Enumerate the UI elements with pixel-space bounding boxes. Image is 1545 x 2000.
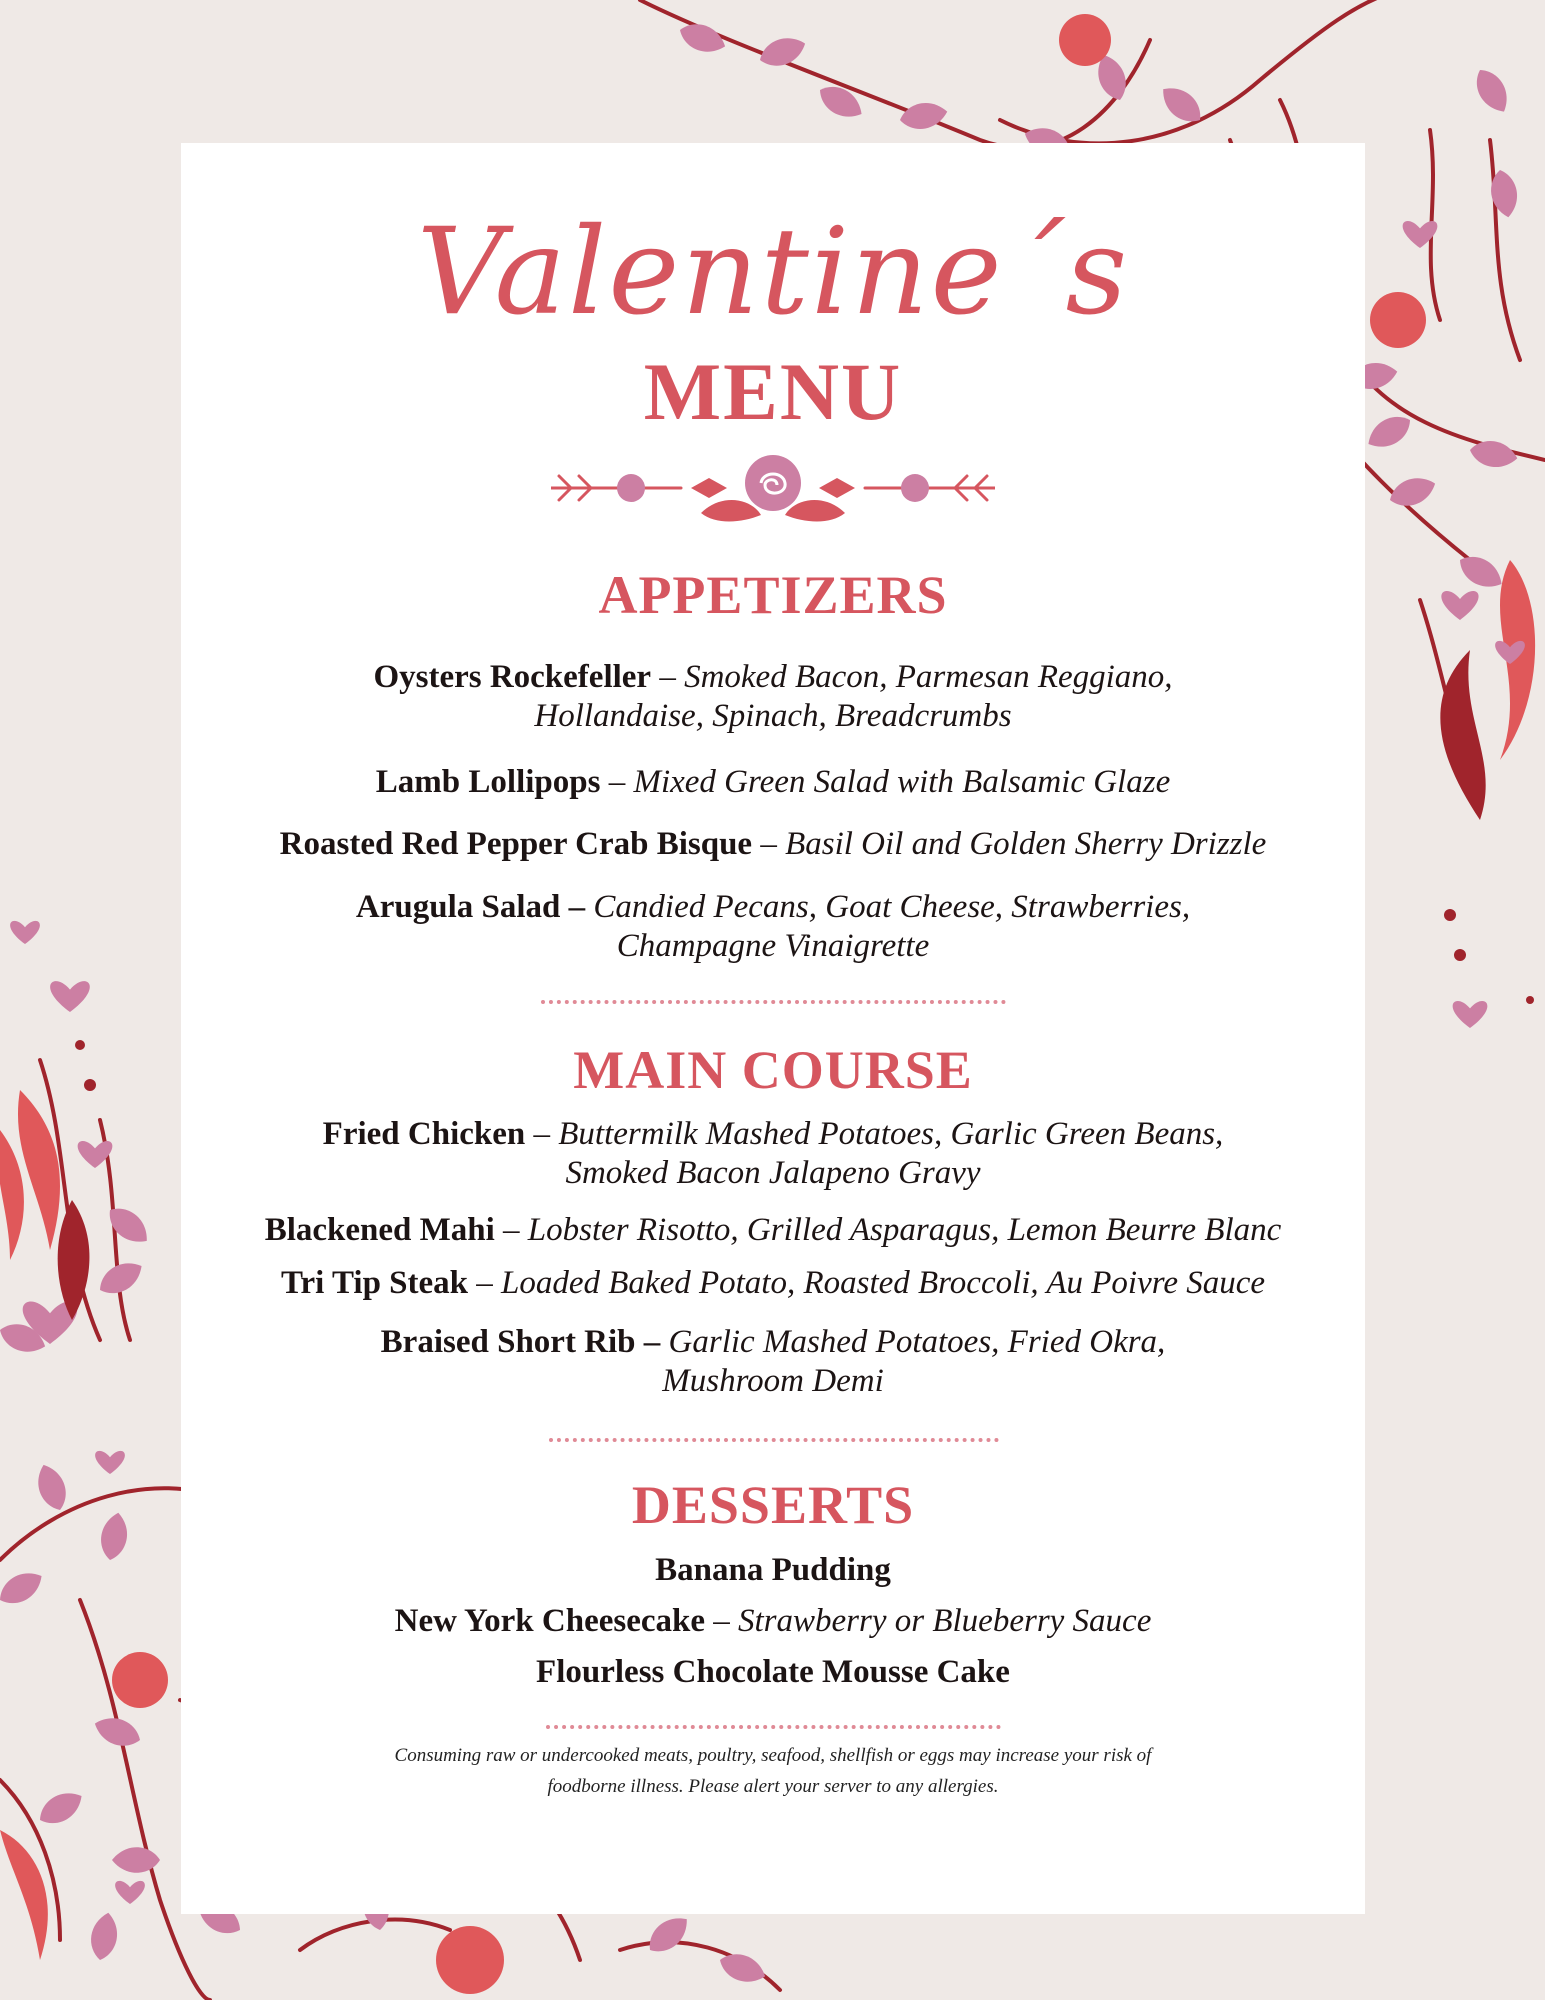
item-description-line2: Mushroom Demi — [662, 1363, 884, 1399]
item-separator — [660, 1324, 668, 1360]
dotted-divider — [541, 1000, 1006, 1004]
item-name: Flourless Chocolate Mousse Cake — [536, 1654, 1010, 1690]
menu-card — [181, 143, 1365, 1914]
menu-title: MENU — [643, 346, 903, 437]
item-separator: – — [525, 1116, 559, 1152]
item-name: Tri Tip Steak — [280, 1265, 469, 1301]
menu-item — [181, 1211, 1365, 1250]
item-description: Lobster Risotto, Grilled Asparagus, Lemon Beurre Blanc — [527, 1212, 1282, 1248]
appetizers-heading: APPETIZERS — [598, 565, 948, 625]
item-separator: – — [468, 1265, 502, 1301]
item-description: Garlic Mashed Potatoes, Fried Okra, — [668, 1324, 1166, 1360]
item-description: Strawberry or Blueberry Sauce — [738, 1603, 1152, 1639]
item-description: Basil Oil and Golden Sherry Drizzle — [785, 826, 1267, 862]
item-description: Candied Pecans, Goat Cheese, Strawberries, — [593, 889, 1191, 925]
item-separator: – — [752, 826, 786, 862]
menu-item — [181, 658, 1365, 736]
item-name: Roasted Red Pepper Crab Bisque — [279, 826, 753, 862]
item-name: Oysters Rockefeller — [373, 659, 652, 695]
item-name: Banana Pudding — [655, 1552, 891, 1588]
item-description-line2: Smoked Bacon Jalapeno Gravy — [565, 1155, 981, 1191]
item-name: Blackened Mahi — [264, 1212, 495, 1248]
item-description: Smoked Bacon, Parmesan Reggiano, — [684, 659, 1173, 695]
valentines-script-title: Valentine´s — [416, 203, 1130, 342]
allergy-disclaimer — [331, 1740, 1215, 1802]
item-name: New York Cheesecake — [394, 1603, 706, 1639]
item-description: Buttermilk Mashed Potatoes, Garlic Green Beans, — [558, 1116, 1224, 1152]
item-separator: – — [494, 1212, 528, 1248]
item-separator: – — [651, 659, 685, 695]
menu-item — [181, 825, 1365, 864]
disclaimer-line2: foodborne illness. Please alert your server to any allergies. — [547, 1776, 999, 1797]
desserts-heading: DESSERTS — [631, 1475, 915, 1535]
item-description-line2: Hollandaise, Spinach, Breadcrumbs — [534, 698, 1012, 734]
item-name: Fried Chicken — [322, 1116, 526, 1152]
rose-ornament-divider — [551, 443, 995, 533]
item-description: Mixed Green Salad with Balsamic Glaze — [633, 764, 1171, 800]
item-name: Lamb Lollipops — [375, 764, 601, 800]
item-description-line2: Champagne Vinaigrette — [616, 928, 930, 964]
item-name: Arugula Salad – — [355, 889, 586, 925]
item-name: Braised Short Rib – — [380, 1324, 661, 1360]
item-separator: – — [600, 764, 634, 800]
menu-item — [181, 1264, 1365, 1303]
disclaimer-line1: Consuming raw or undercooked meats, poultry, seafood, shellfish or eggs may increase your risk of — [394, 1745, 1152, 1766]
menu-item — [181, 1653, 1365, 1692]
item-description: Loaded Baked Potato, Roasted Broccoli, Au Poivre Sauce — [501, 1265, 1266, 1301]
menu-item — [181, 1115, 1365, 1193]
menu-item — [181, 1602, 1365, 1641]
menu-item — [181, 1551, 1365, 1590]
menu-item — [181, 763, 1365, 802]
item-separator: – — [705, 1603, 739, 1639]
dotted-divider — [549, 1438, 999, 1442]
menu-item — [181, 1323, 1365, 1401]
menu-item — [181, 888, 1365, 966]
main-course-heading: MAIN COURSE — [573, 1040, 973, 1100]
dotted-divider — [546, 1725, 1001, 1729]
